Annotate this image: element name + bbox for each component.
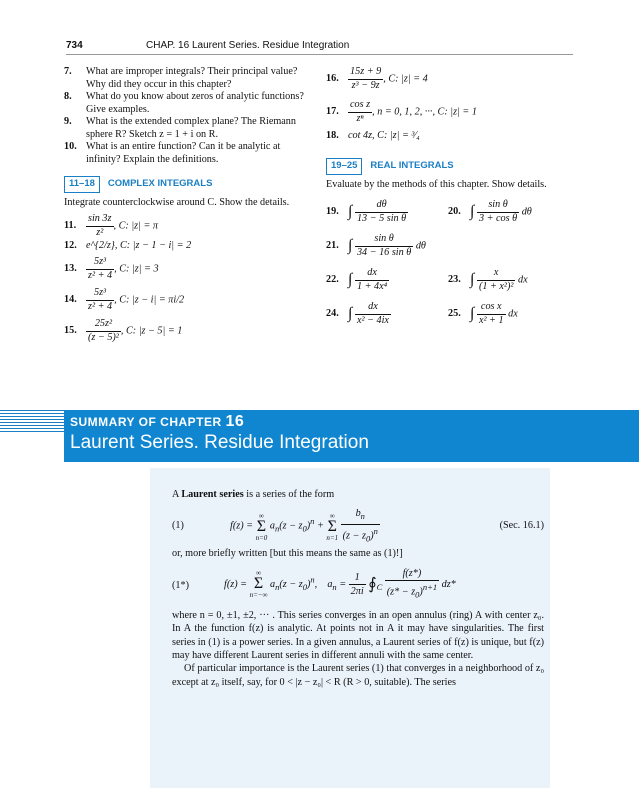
section-title: COMPLEX INTEGRALS <box>107 178 213 189</box>
integral-sign: ∫ <box>348 202 353 220</box>
page-number: 734 <box>66 40 83 51</box>
page-header <box>0 0 639 56</box>
question-10: 10. What is an entire function? Can it be analytic at infinity? Explain the definitions. <box>64 141 281 165</box>
question-8: 8. What do you know about zeros of analytic functions? Give examples. <box>64 91 304 115</box>
left-column <box>64 66 314 343</box>
summary-body <box>172 488 544 689</box>
exercise-row-21: 21. ∫ $\frac{\text{sin θ}}{\text{34 − 16 sin θ}}$ dθ <box>326 233 426 258</box>
summary-chapter-number: 16 <box>225 413 245 430</box>
running-title: CHAP. 16 Laurent Series. Residue Integration <box>146 40 350 51</box>
neighborhood-paragraph: Of particular importance is the Laurent series (1) that converges in a neighborhood of z₀ except at z₀ itself, say, for 0 < |z − z₀| < R (R > 0, suitable). The series <box>172 663 544 688</box>
real-integrals-heading <box>326 158 578 175</box>
section-intro: Integrate counterclockwise around C. Show the details. <box>64 196 290 208</box>
section-title: REAL INTEGRALS <box>370 160 454 171</box>
header-rule <box>66 54 573 55</box>
integral-sign: ∫ <box>348 236 353 254</box>
integral-sign: ∫ <box>348 270 353 288</box>
summary-title: Laurent Series. Residue Integration <box>70 432 369 453</box>
exercise-12: 12. e^{2/z}, C: |z − 1 − i| = 2 <box>64 240 192 251</box>
laurent-series-formula: f(z) = ∞ Σ n=0 $a_n(z - z_0)^n$ + ∞ Σ n=1 $\frac{b_n}{(z - z_0)^n}$ <box>230 508 378 544</box>
exercise-15: 15. $\frac{\text{25z²}}{\text{(z − 5)²}}$ , C: |z − 5| = 1 <box>64 318 183 343</box>
summary-banner <box>0 410 639 462</box>
exercise-13: 13. $\frac{\text{5z³}}{\text{z² + 4}}$ , C: |z| = 3 <box>64 256 159 281</box>
summary-label: SUMMARY OF CHAPTER 16 <box>70 413 245 430</box>
exercise-18: 18. cot 4z, C: |z| = ³⁄₄ <box>326 130 420 141</box>
exercise-row-22-23: 22. ∫ $\frac{dx}{\text{1 + 4x⁴}}$ 23. ∫ $\frac{x}{\text{(1 + x²)²}}$ dx <box>326 267 528 292</box>
laurent-short-formula: f(z) = ∞ Σ n=−∞ $a_n(z - z_0)^n$, $a_n$ = $\frac{1}{2\pi i}$ $∮_C$ $\frac{f(z*)}{(z* - z_0)^{n+1}}$ dz* <box>224 567 456 600</box>
exercise-16: 16. $\frac{15z + 9}{\text{z³ − 9z}}$ , C: |z| = 4 <box>326 66 428 91</box>
convergence-paragraph: where n = 0, ±1, ±2, ··· . This series converges in an open annulus (ring) A with center z₀. In A the function f(z) is analytic. At points not in A it may have singularities. The first series in (1) is a power series. In a given annulus, a Laurent series of f(z) is unique, but f(z) may have different Laurent series in different annuli with the same center. <box>172 609 544 662</box>
section-range: 19–25 <box>326 158 362 175</box>
section-intro: Evaluate by the methods of this chapter. Show details. <box>326 178 547 190</box>
exercise-row-19-20: 19. ∫ $\frac{d\theta}{\text{13 − 5 sin θ}}$ 20. ∫ $\frac{\text{sin θ}}{\text{3 + cos θ}}$ dθ <box>326 199 532 224</box>
integral-sign: ∫ <box>470 202 475 220</box>
integral-sign: ∫ <box>348 304 353 322</box>
laurent-definition: A Laurent series is a series of the form <box>172 489 335 500</box>
exercise-11: 11. $\frac{\sin 3z}{\text{z²}}$ , C: |z| = π <box>64 213 158 238</box>
exercise-row-24-25: 24. ∫ $\frac{dx}{\text{x² − 4ix}}$ 25. ∫ $\frac{\text{cos x}}{\text{x² + 1}}$ dx <box>326 301 518 326</box>
question-9: 9. What is the extended complex plane? The Riemann sphere R? Sketch z = 1 + i on R. <box>64 116 296 140</box>
right-column <box>326 66 578 331</box>
exercise-14: 14. $\frac{\text{5z³}}{\text{z² + 4}}$ , C: |z − i| = πi/2 <box>64 287 185 312</box>
equation-1: (1) f(z) = ∞ Σ n=0 $a_n(z - z_0)^n$ + ∞ Σ n=1 $\frac{b_n}{(z - z_0)^n}$ (Sec. 16.1) <box>172 501 544 547</box>
section-range: 11–18 <box>64 176 100 193</box>
complex-integrals-heading <box>64 176 314 193</box>
integral-sign: ∫ <box>470 304 475 322</box>
equation-1-star: (1*) f(z) = ∞ Σ n=−∞ $a_n(z - z_0)^n$, $a_n$ = $\frac{1}{2\pi i}$ $∮_C$ $\frac{f(z*)}{(z* - z_0)^{n+1}}$ dz* <box>172 561 544 609</box>
exercise-17: 17. $\frac{\text{cos z}}{\text{zⁿ}}$ , n = 0, 1, 2, ···, C: |z| = 1 <box>326 99 477 124</box>
question-7: 7. What are improper integrals? Their principal value? Why did they occur in this chapter? <box>64 66 298 90</box>
equation-note: or, more briefly written [but this means the same as (1)!] <box>172 548 403 560</box>
integral-sign: ∫ <box>470 270 475 288</box>
